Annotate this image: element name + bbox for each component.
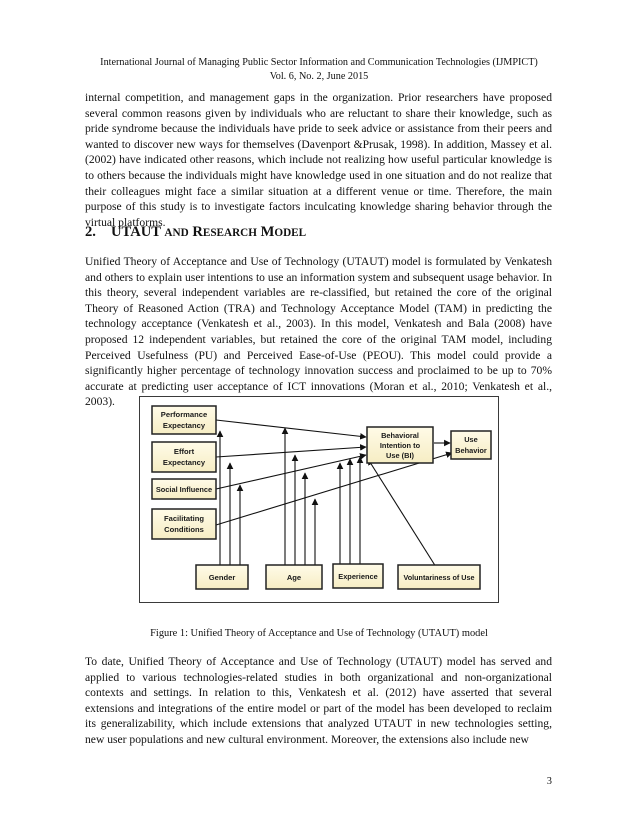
label-behavior: Behavior — [455, 446, 487, 455]
utaut-diagram — [140, 397, 498, 602]
journal-title-line: International Journal of Managing Public Sector Information and Communication Technologies (IJMPICT) — [100, 57, 538, 68]
arrow-fc-to-use — [216, 453, 452, 525]
label-facilitating: Facilitating — [163, 514, 205, 523]
running-header — [0, 56, 638, 84]
volume-line: Vol. 6, No. 2, June 2015 — [269, 71, 369, 82]
section-paragraph: Unified Theory of Acceptance and Use of Technology (UTAUT) model is formulated by Venkatesh and others to explain user intentions to use an information system and subsequent usage behavior. In this theory, several independent variables are re-classified, but retained the core of the original Theory of Reasoned Action (TRA) and Technology Acceptance Model (TAM) in predicting the technology acceptance (Venkatesh et al., 2003). In this model, Venkatesh and Bala (2008) have proposed 12 independent variables, but retained the core of the original TAM model, including Perceived Usefulness (PU) and Perceived Ease-of-Use (PEOU). This model could provide a significantly higher percentage of technology innovation success and proclaimed to be up to 70% accurate at predicting user acceptance of ICT innovations (Moran et al., 2010; Venkatesh et al., 2003). — [85, 255, 552, 409]
label-performance: Performance — [160, 410, 208, 419]
heading-and: AND — [164, 227, 189, 239]
label-effort: Effort — [173, 447, 195, 456]
moderator-vol-si — [368, 459, 436, 567]
label-social-influence: Social Influence — [155, 485, 213, 494]
utaut-diagram-frame — [139, 396, 499, 603]
page-number: 3 — [546, 776, 552, 787]
heading-m: M — [260, 224, 275, 240]
label-gender: Gender — [208, 573, 236, 582]
arrow-pe-to-bi — [216, 420, 366, 437]
label-expectancy-2: Expectancy — [162, 458, 206, 467]
heading-odel: ODEL — [274, 227, 307, 239]
section-heading — [85, 224, 306, 241]
heading-esearch: ESEARCH — [202, 227, 257, 239]
label-experience: Experience — [338, 572, 378, 581]
label-conditions: Conditions — [164, 525, 204, 534]
label-intention-to: Intention to — [379, 441, 421, 450]
label-voluntariness: Voluntariness of Use — [403, 573, 475, 582]
label-use-bi: Use (BI) — [386, 451, 414, 460]
arrow-ee-to-bi — [216, 447, 366, 457]
arrow-si-to-bi — [216, 455, 366, 489]
heading-utaut: UTAUT — [111, 224, 161, 240]
label-use: Use — [464, 435, 478, 444]
closing-paragraph: To date, Unified Theory of Acceptance and Use of Technology (UTAUT) model has served and applied to various technologies-related studies in both organizational and non-organizational contexts and settings. In relation to this, Venkatesh et al. (2012) have asserted that several extensions and integrations of the entire model or part of the model has been developed to reclaim its generalizability, which include extensions that analyzed UTAUT in new technologies setting, new user populations and new cultural environment. Moreover, the extensions also include new — [85, 655, 552, 746]
figure-caption: Figure 1: Unified Theory of Acceptance and Use of Technology (UTAUT) model — [150, 628, 488, 639]
label-age: Age — [286, 573, 302, 582]
label-behavioral: Behavioral — [381, 431, 419, 440]
label-expectancy-1: Expectancy — [162, 421, 206, 430]
section-number: 2. — [85, 224, 96, 240]
diagram-boxes — [152, 406, 491, 589]
heading-r: R — [192, 224, 203, 240]
intro-paragraph: internal competition, and management gaps in the organization. Prior researchers have proposed several common reasons given by individuals who are reluctant to share their knowledge, such as pride syndrome because the individuals have pride to seek advice or assistance from their peers and wanted to discover new ways for themselves (Davenport &Prusak, 1998). In addition, Massey et al. (2002) have indicated other reasons, which include not realizing how useful particular knowledge is to others because the individuals might have knowledge used in one situation and do not realize that their colleagues might face a similar situation at a different venue or time. Therefore, the main purpose of this study is to investigate factors inculcating knowledge sharing behavior through the virtual platforms. — [85, 91, 552, 229]
